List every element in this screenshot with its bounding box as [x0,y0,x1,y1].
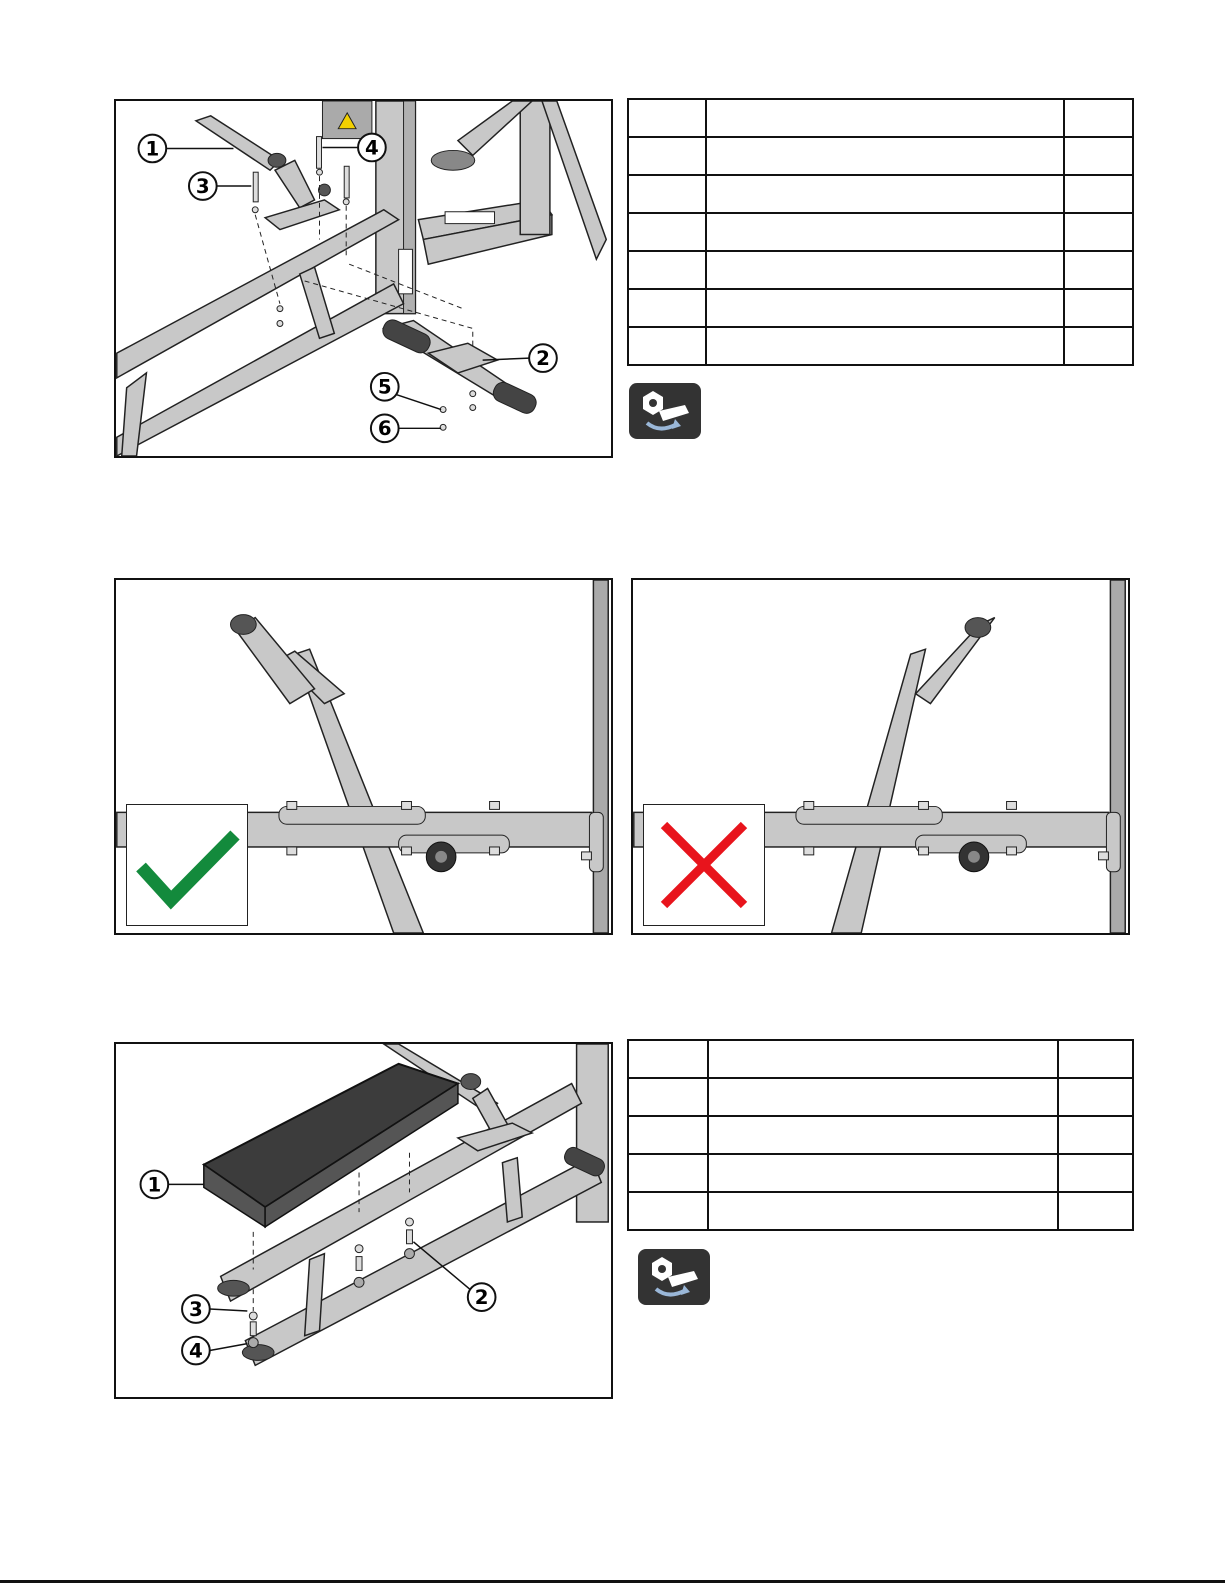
table-cell [706,213,1064,251]
callout-3: 3 [195,174,210,198]
table-row [628,1078,1133,1116]
table-cell [1058,1154,1133,1192]
table-row [628,213,1133,251]
table-row [628,175,1133,213]
callout-5: 5 [377,375,392,399]
table-row [628,1154,1133,1192]
x-mark-icon [643,804,765,926]
table-cell [1064,251,1133,289]
table-cell [1058,1078,1133,1116]
table-cell [706,251,1064,289]
table-cell [708,1116,1058,1154]
table-header-cell [1064,99,1133,137]
orientation-figure-incorrect [631,578,1130,935]
table-row [628,289,1133,327]
assembly-figure-3 [114,1042,613,1399]
callout-4: 4 [189,1339,203,1363]
table-cell [1064,289,1133,327]
table-cell [628,175,706,213]
table-cell [628,1154,708,1192]
table-cell [628,213,706,251]
table-cell [628,137,706,175]
callout-3: 3 [189,1297,203,1321]
table-cell [706,137,1064,175]
table-header-cell [706,99,1064,137]
table-cell [628,251,706,289]
table-cell [628,289,706,327]
callout-2: 2 [536,347,550,371]
table-row [628,251,1133,289]
callout-1: 1 [145,137,160,161]
callout-1: 1 [147,1173,162,1197]
table-row [628,137,1133,175]
table-header-cell [628,1040,708,1078]
wrench-tighten-icon [638,1249,710,1305]
parts-table-1 [627,98,1134,366]
callout-layer-3 [116,1044,611,1397]
table-header-row [628,1040,1133,1078]
table-cell [706,327,1064,365]
table-cell [706,175,1064,213]
table-row [628,1116,1133,1154]
table-header-cell [628,99,706,137]
table-cell [706,289,1064,327]
table-cell [1064,213,1133,251]
table-cell [1058,1192,1133,1230]
table-cell [1064,137,1133,175]
table-header-cell [1058,1040,1133,1078]
table-cell [1064,327,1133,365]
callout-2: 2 [474,1286,489,1310]
callout-4: 4 [365,136,379,160]
table-header-row [628,99,1133,137]
checkmark-icon [126,804,248,926]
table-cell [628,1192,708,1230]
wrench-tighten-icon [629,383,701,439]
table-row [628,327,1133,365]
table-cell [628,1078,708,1116]
callout-6: 6 [377,417,392,441]
table-cell [1064,175,1133,213]
table-cell [1058,1116,1133,1154]
callout-layer-1 [116,101,611,456]
table-cell [708,1154,1058,1192]
parts-table-2 [627,1039,1134,1231]
table-cell [628,1116,708,1154]
orientation-figure-correct [114,578,613,935]
table-cell [708,1078,1058,1116]
table-header-cell [708,1040,1058,1078]
assembly-figure-1 [114,99,613,458]
page-bottom-rule [0,1580,1225,1583]
table-cell [628,327,706,365]
table-row [628,1192,1133,1230]
table-cell [708,1192,1058,1230]
